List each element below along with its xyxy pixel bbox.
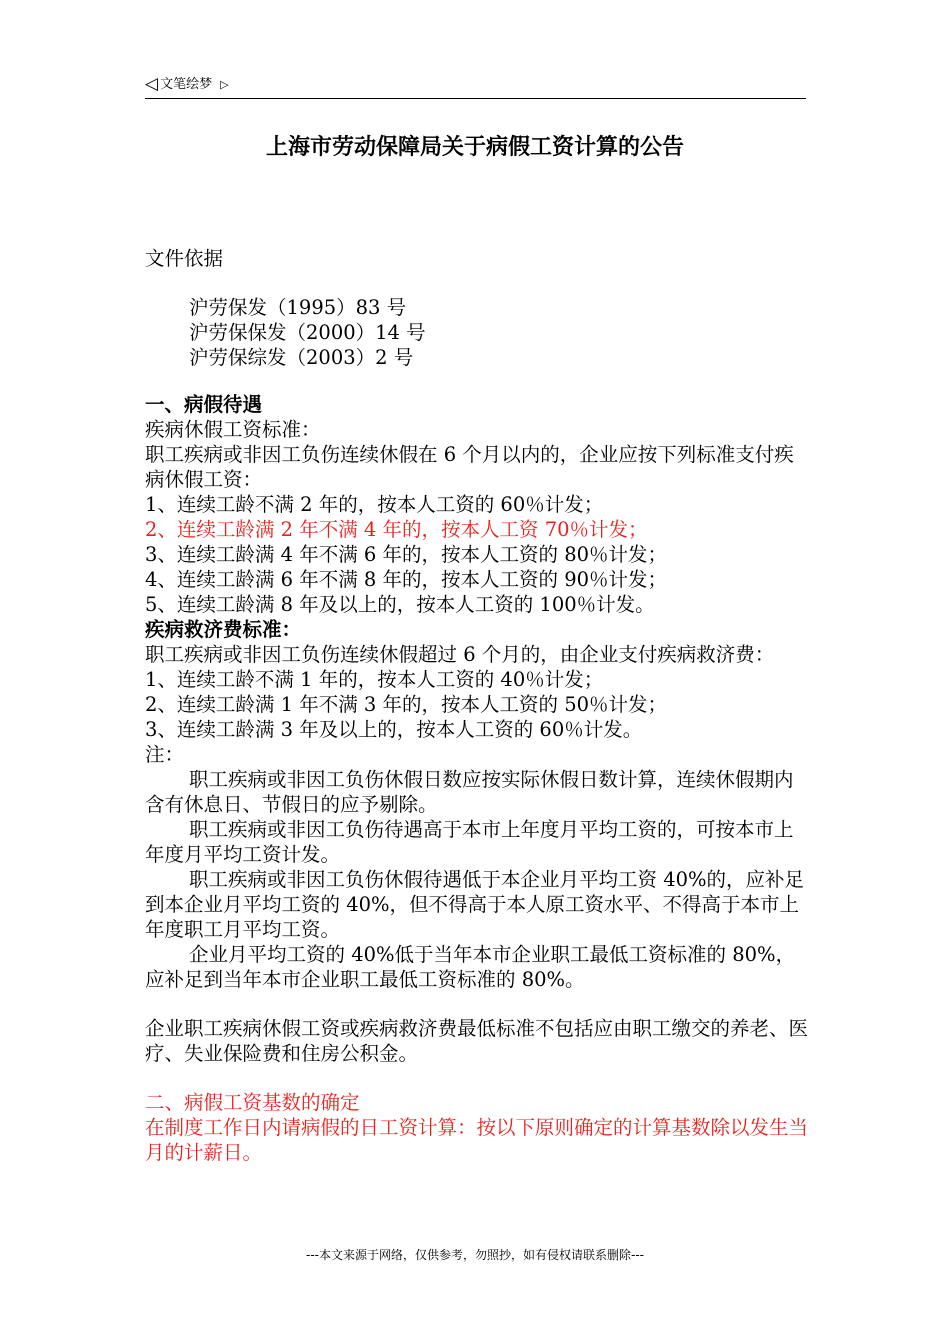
page-footer: ---本文来源于网络，仅供参考，勿照抄，如有侵权请联系删除--- <box>306 1248 644 1262</box>
sick-leave-item: 5、连续工龄满 8 年及以上的，按本人工资的 100％计发。 <box>145 593 655 616</box>
page-title: 上海市劳动保障局关于病假工资计算的公告 <box>265 135 684 160</box>
section1-heading: 一、病假待遇 <box>145 393 263 416</box>
basis-heading: 文件依据 <box>145 247 224 270</box>
note-paragraph: 职工疾病或非因工负伤待遇高于本市上年度月平均工资的，可按本市上年度月平均工资计发。 <box>145 818 794 866</box>
relief-item: 3、连续工龄满 3 年及以上的，按本人工资的 60％计发。 <box>145 718 643 741</box>
basis-doc: 沪劳保综发（2003）2 号 <box>189 346 414 369</box>
note-paragraph: 企业月平均工资的 40%低于当年本市企业职工最低工资标准的 80%，应补足到当年本市企业职工最低工资标准的 80%。 <box>145 943 796 991</box>
header-brand <box>145 74 229 95</box>
relief-item: 1、连续工龄不满 1 年的，按本人工资的 40％计发； <box>145 668 604 691</box>
section2-heading: 二、病假工资基数的确定 <box>145 1091 360 1114</box>
note-label: 注： <box>145 743 185 766</box>
note-paragraph: 职工疾病或非因工负伤休假待遇低于本企业月平均工资 40%的，应补足到本企业月平均工资的 40%，但不得高于本人原工资水平、不得高于本市上年度职工月平均工资。 <box>145 868 805 941</box>
note-paragraph: 职工疾病或非因工负伤休假日数应按实际休假日数计算，连续休假期内含有休息日、节假日的应予剔除。 <box>145 768 794 816</box>
sick-leave-item: 1、连续工龄不满 2 年的，按本人工资的 60％计发； <box>145 493 604 516</box>
section2-text: 在制度工作日内请病假的日工资计算：按以下原则确定的计算基数除以发生当月的计薪日。 <box>145 1116 809 1164</box>
document-body <box>145 246 810 1165</box>
page-header <box>145 74 806 99</box>
exclusion-paragraph: 企业职工疾病休假工资或疾病救济费最低标准不包括应由职工缴交的养老、医疗、失业保险费和住房公积金。 <box>145 1017 809 1065</box>
relief-item: 2、连续工龄满 1 年不满 3 年的，按本人工资的 50％计发； <box>145 693 668 716</box>
left-triangle-icon: ◁ <box>145 74 159 94</box>
sick-leave-item: 4、连续工龄满 6 年不满 8 年的，按本人工资的 90％计发； <box>145 568 668 591</box>
sick-leave-item-highlighted: 2、连续工龄满 2 年不满 4 年的，按本人工资 70％计发； <box>145 518 648 541</box>
relief-intro: 职工疾病或非因工负伤连续休假超过 6 个月的，由企业支付疾病救济费： <box>145 643 775 666</box>
basis-doc: 沪劳保保发（2000）14 号 <box>189 321 426 344</box>
sick-leave-label: 疾病休假工资标准： <box>145 418 321 441</box>
basis-doc: 沪劳保发（1995）83 号 <box>189 296 407 319</box>
header-brand-text: 文笔绘梦 <box>160 77 213 92</box>
right-triangle-icon: ▷ <box>220 78 229 91</box>
sick-leave-intro: 职工疾病或非因工负伤连续休假在 6 个月以内的，企业应按下列标准支付疾病休假工资： <box>145 443 794 491</box>
sick-leave-item: 3、连续工龄满 4 年不满 6 年的，按本人工资的 80％计发； <box>145 543 668 566</box>
relief-label: 疾病救济费标准： <box>145 618 302 641</box>
